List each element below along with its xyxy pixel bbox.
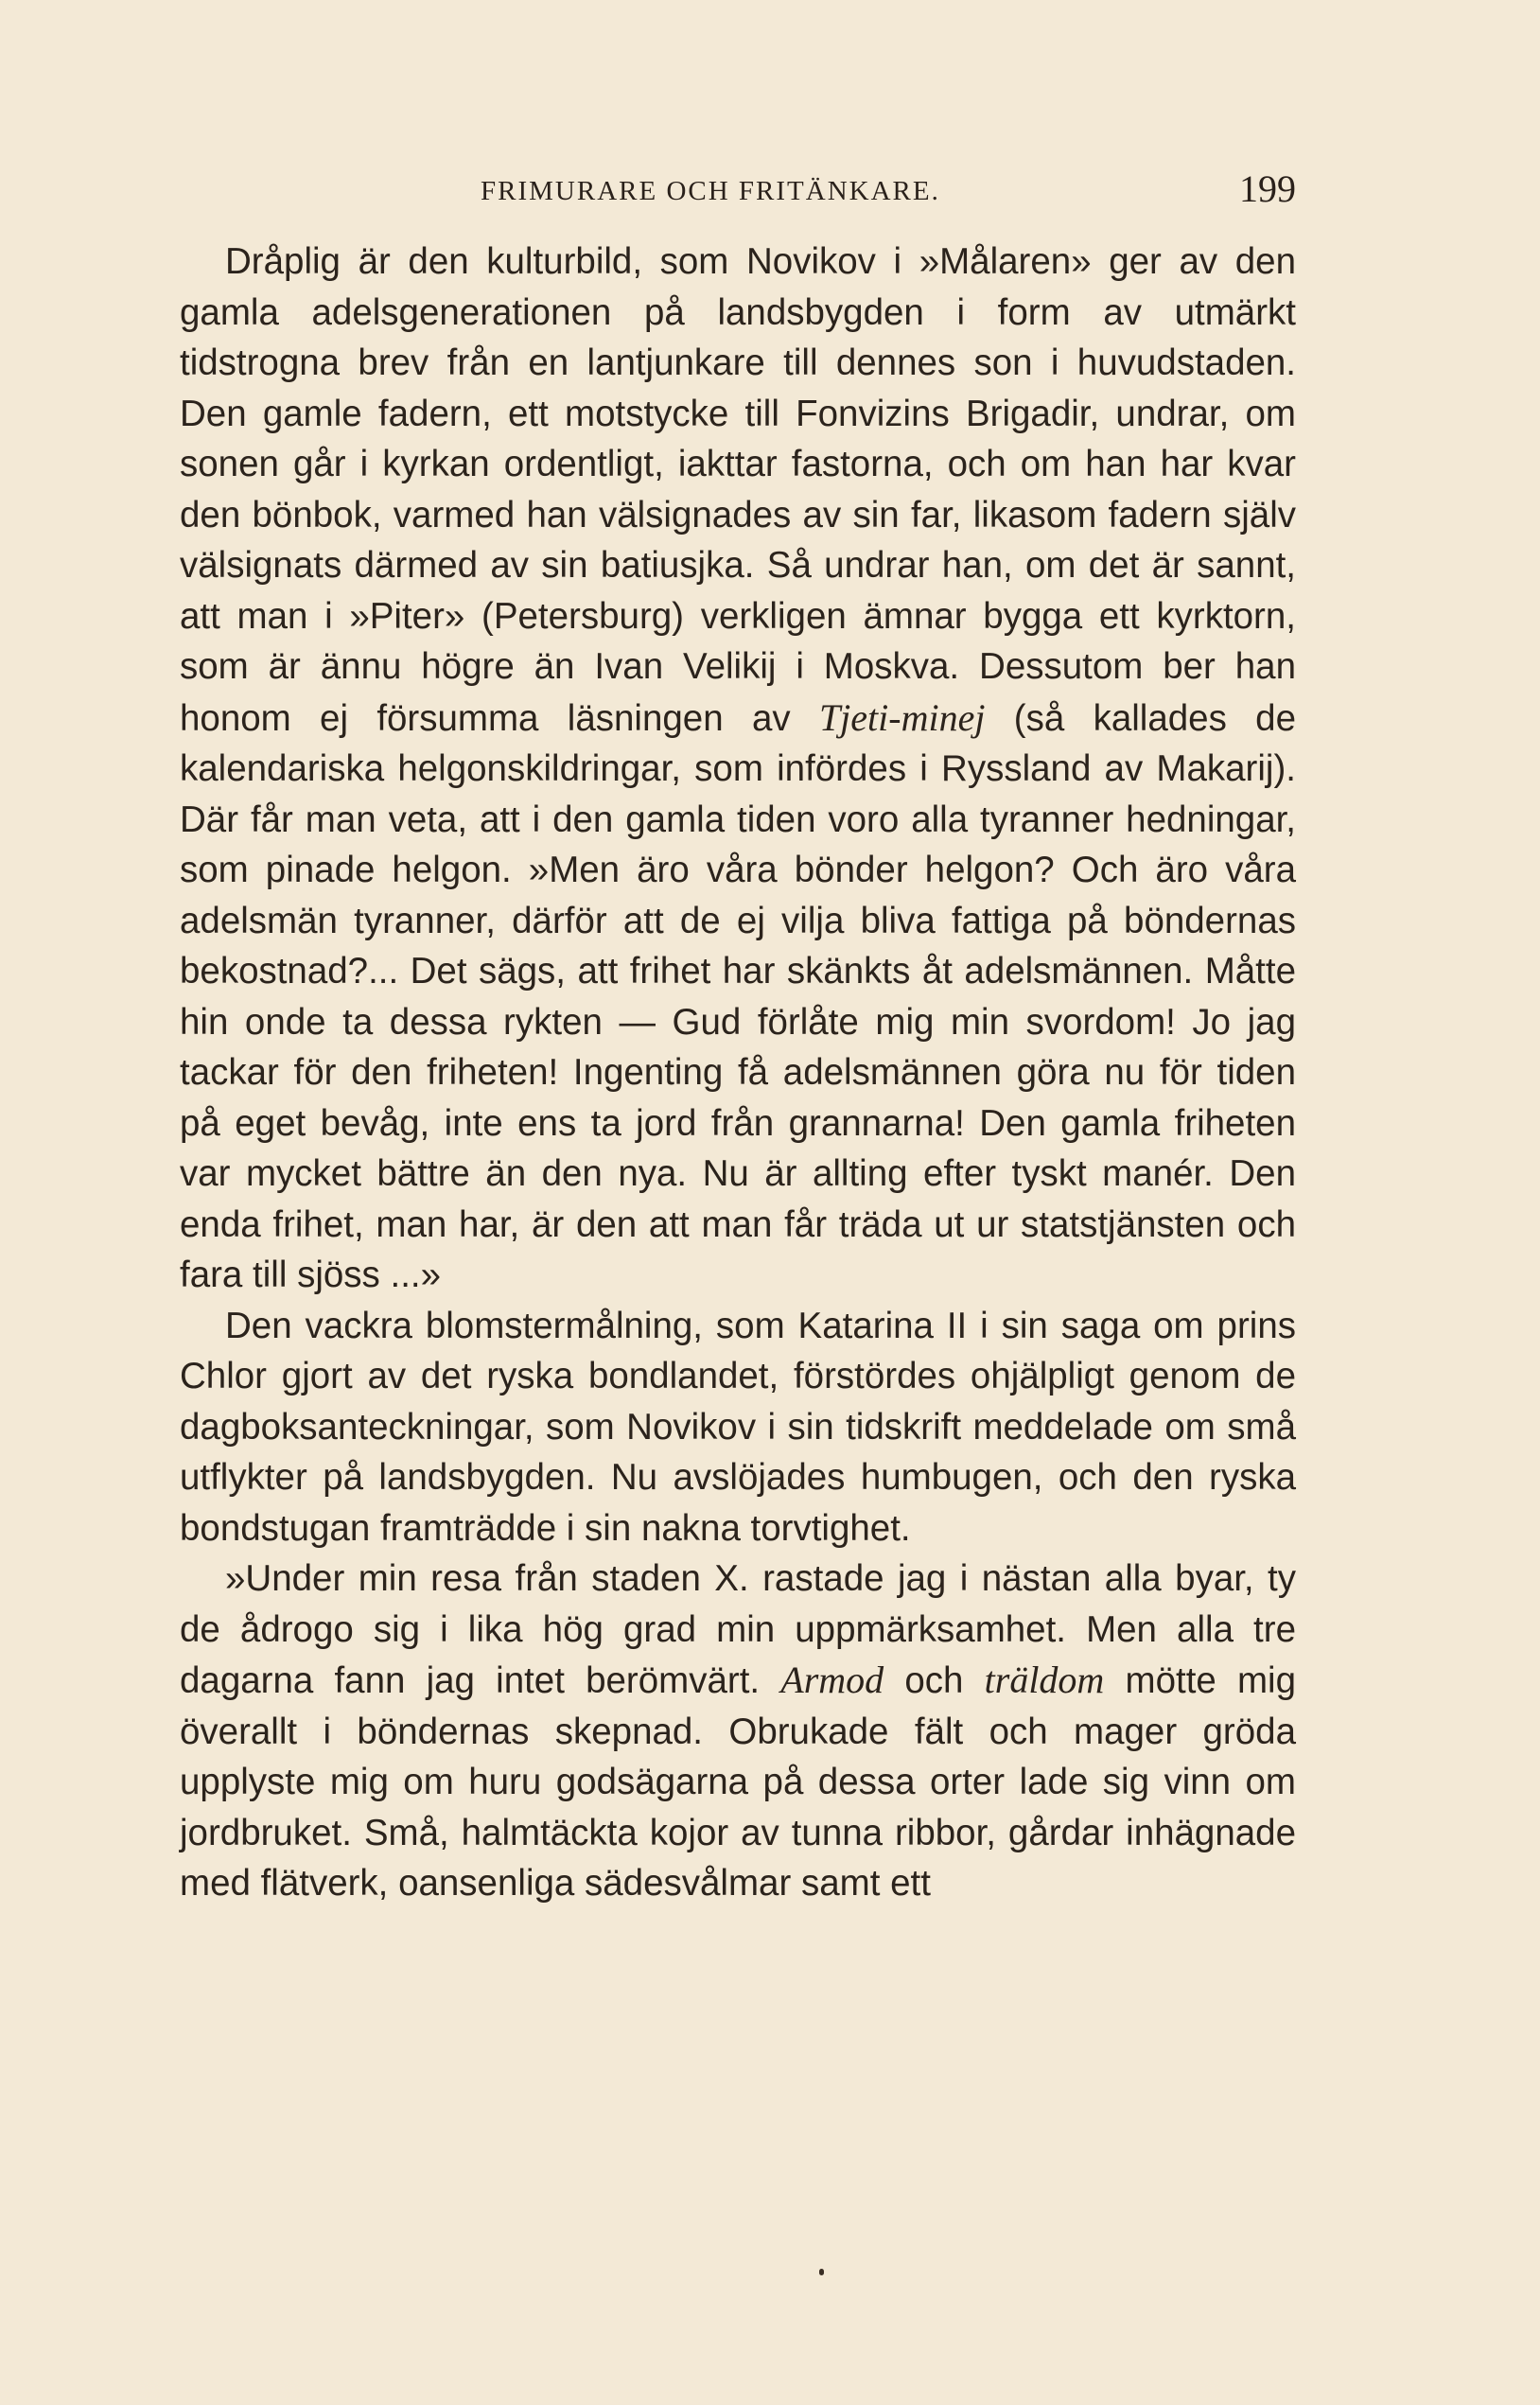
paragraph-1 [180, 237, 1296, 1301]
paragraph-1-text-a: Dråplig är den kulturbild, som Novikov i »Målaren» ger av den gamla adelsgenerationen på landsbygden i form av utmärkt tidstrogna brev från en lantjunkare till dennes son i huvudstaden. Den gamle fadern, ett motstycke till Fonvizins Brigadir, undrar, om sonen går i kyrkan ordentligt, iakttar fastorna, och om han har kvar den bönbok, varmed han välsignades av sin far, likasom fadern själv välsignats därmed av sin batiusjka. Så undrar han, om det är sannt, att man i »Piter» (Petersburg) verkligen ämnar bygga ett kyrktorn, som är ännu högre än Ivan Velikij i Moskva. Dessutom ber han honom ej försumma läsningen av [180, 241, 1296, 739]
paragraph-3-text-b: och [884, 1660, 985, 1701]
page-number: 199 [1239, 167, 1296, 210]
italic-term-traldom: träldom [984, 1659, 1105, 1701]
paragraph-2 [180, 1301, 1296, 1554]
running-head: FRIMURARE OCH FRITÄNKARE. [481, 176, 940, 206]
paragraph-1-text-b: (så kallades de kalendariska helgonskildringar, som infördes i Ryssland av Makarij). Där får man veta, att i den gamla tiden voro alla tyranner hedningar, som pinade helgon. »Men äro våra bönder helgon? Och äro våra adelsmän tyranner, därför att de ej vilja bliva fattiga på böndernas bekostnad?... Det sägs, att frihet har skänkts åt adelsmännen. Måtte hin onde ta dessa rykten — Gud förlåte mig min svordom! Jo jag tackar för den friheten! Ingenting få adelsmännen göra nu för tiden på eget bevåg, inte ens ta jord från grannarna! Den gamla friheten var mycket bättre än den nya. Nu är allting efter tyskt manér. Den enda frihet, man har, är den att man får träda ut ur statstjänsten och fara till sjöss ...» [180, 697, 1296, 1295]
paragraph-3 [180, 1554, 1296, 1909]
page-header [180, 163, 1296, 219]
paragraph-3-text-c: mötte mig överallt i böndernas skepnad. Obrukade fält och mager gröda upplyste mig om huru godsägarna på dessa orter lade sig vinn om jordbruket. Små, halmtäckta kojor av tunna ribbor, gårdar inhägnade med flätverk, oansenliga sädesvålmar samt ett [180, 1660, 1297, 1904]
italic-term-armod: Armod [780, 1659, 884, 1701]
ink-speck [819, 2269, 824, 2275]
paragraph-3-text-a: »Under min resa från staden X. rastade jag i nästan alla byar, ty de ådrogo sig i lika hög grad min uppmärksamhet. Men alla tre dagarna fann jag intet berömvärt. [180, 1558, 1296, 1701]
italic-term-tjeti-minej: Tjeti-minej [818, 695, 986, 739]
paragraph-2-text: Den vackra blomstermålning, som Katarina II i sin saga om prins Chlor gjort av det ryska bondlandet, förstördes ohjälpligt genom de dagboksanteckningar, som Novikov i sin tidskrift meddelade om små utflykter på landsbygden. Nu avslöjades humbugen, och den ryska bondstugan framträdde i sin nakna torvtighet. [180, 1305, 1296, 1549]
body-text [180, 237, 1296, 1909]
